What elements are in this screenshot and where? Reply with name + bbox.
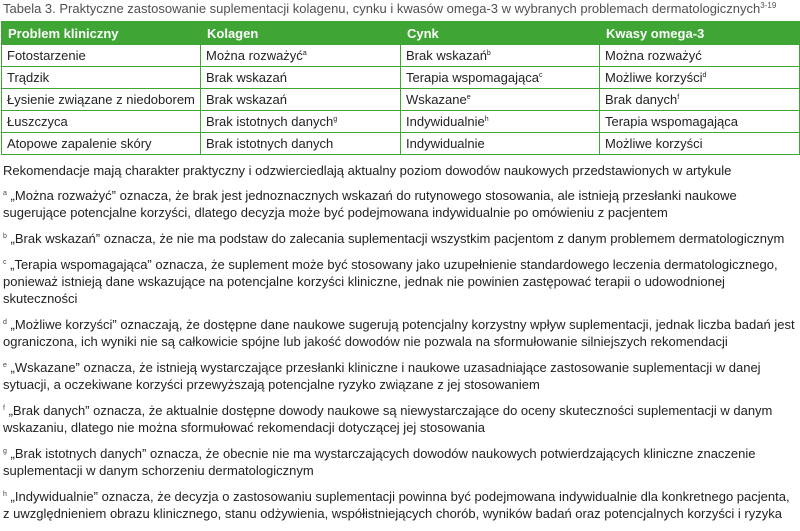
cell-text: Możliwe korzyści [605, 70, 703, 85]
footnote-text: „Brak danych” oznacza, że aktualnie dostępne dowody naukowe są niewystarczające do oceny skuteczności suplementacji w danym wskazaniu, dlatego nie można sformułować rekomendacji dotyczącej jej stosowania [3, 403, 773, 435]
table-body [2, 45, 800, 155]
footnote-mark: h [3, 491, 7, 498]
table-cell [401, 67, 600, 89]
table-header-row [2, 22, 800, 45]
table-cell [2, 89, 201, 111]
footnote-mark: d [3, 319, 7, 326]
table-cell [201, 89, 401, 111]
table-caption [3, 1, 798, 17]
footnote-marker: h [484, 116, 489, 123]
cell-text: Brak wskazań [406, 48, 487, 63]
footnote-marker: c [538, 72, 543, 79]
cell-text: Brak istotnych danych [206, 136, 334, 151]
cell-text: Indywidualnie [406, 136, 485, 151]
footnote-g [3, 445, 798, 479]
footnote-marker: a [302, 50, 307, 57]
footnote-text: „Możliwe korzyści” oznaczają, że dostępne dane naukowe sugerują potencjalny korzystny wpływ suplementacji, jednak liczba badań jest ograniczona, ich wyniki nie są całkowicie spójne lub jakość dowodów nie pozwala na sformułowanie silniejszych rekomendacji [3, 317, 795, 349]
footnote-text: „Brak istotnych danych” oznacza, że obecnie nie ma wystarczających dowodów naukowych potwierdzających kliniczne znaczenie suplementacji w danym schorzeniu dermatologicznym [3, 446, 756, 478]
table-cell [201, 133, 401, 155]
supplementation-table [1, 21, 800, 155]
footnotes [3, 162, 798, 531]
footnote-marker: f [677, 94, 680, 101]
footnote-a [3, 187, 798, 221]
footnote-mark: c [3, 259, 7, 266]
cell-text: Atopowe zapalenie skóry [7, 136, 152, 151]
footnote-text: „Brak wskazań” oznacza, że nie ma podstaw do zalecania suplementacji wszystkim pacjentom z danym problemem dermatologicznym [10, 231, 785, 246]
cell-text: Fotostarzenie [7, 48, 86, 63]
footnote-h [3, 488, 798, 522]
footnote-marker: e [466, 94, 471, 101]
cell-text: Terapia wspomagająca [605, 114, 738, 129]
header-omega3: Kwasy omega-3 [600, 22, 800, 45]
table-cell [401, 89, 600, 111]
cell-text: Można rozważyć [605, 48, 702, 63]
cell-text: Łuszczyca [7, 114, 68, 129]
footnote-list [3, 187, 798, 522]
table-row [2, 111, 800, 133]
header-problem: Problem kliniczny [2, 22, 201, 45]
header-cynk: Cynk [401, 22, 600, 45]
footnote-e [3, 359, 798, 393]
table-cell [600, 67, 800, 89]
cell-text: Łysienie związane z niedoborem [7, 92, 195, 107]
footnote-mark: g [3, 448, 7, 455]
footnote-mark: e [3, 362, 7, 369]
table-cell [201, 67, 401, 89]
footnote-marker: d [702, 72, 707, 79]
caption-text: Tabela 3. Praktyczne zastosowanie suplementacji kolagenu, cynku i kwasów omega-3 w wybranych problemach dermatologicznych [3, 1, 761, 16]
cell-text: Brak wskazań [206, 92, 287, 107]
cell-text: Brak wskazań [206, 70, 287, 85]
footnote-f [3, 402, 798, 436]
table-row [2, 133, 800, 155]
cell-text: Brak danych [605, 92, 678, 107]
footnote-text: „Indywidualnie” oznacza, że decyzja o zastosowaniu suplementacji powinna być podejmowana indywidualnie dla konkretnego pacjenta, z uwzględnieniem obrazu klinicznego, stanu odżywienia, współistniejących chorób, wyników badań oraz potencjalnych korzyści i ryzyka [3, 489, 790, 521]
footnote-mark: b [3, 233, 7, 240]
table-cell [2, 45, 201, 67]
cell-text: Indywidualnie [406, 114, 485, 129]
footnote-text: „Wskazane” oznacza, że istnieją wystarczające przesłanki kliniczne i naukowe uzasadniające zastosowanie suplementacji w danej sytuacji, a oczekiwane korzyści przewyższają potencjalne ryzyko związane z jej stosowaniem [3, 360, 761, 392]
table-cell [600, 89, 800, 111]
table-cell [2, 111, 201, 133]
cell-text: Możliwe korzyści [605, 136, 703, 151]
footnote-mark: f [3, 405, 5, 412]
table-row [2, 89, 800, 111]
table-cell [600, 45, 800, 67]
table-cell [2, 67, 201, 89]
table-cell [401, 133, 600, 155]
table-cell [401, 111, 600, 133]
cell-text: Brak istotnych danych [206, 114, 334, 129]
footnote-d [3, 316, 798, 350]
footnote-text: „Terapia wspomagająca” oznacza, że suplement może być stosowany jako uzupełnienie standardowego leczenia dermatologicznego, ponieważ istnieją dane wskazujące na potencjalne korzyści kliniczne, jednak nie powinien zastępować terapii o udowodnionej skuteczności [3, 257, 778, 306]
recommendation-note: Rekomendacje mają charakter praktyczny i odzwierciedlają aktualny poziom dowodów naukowych przedstawionych w artykule [3, 163, 732, 178]
table-cell [600, 111, 800, 133]
table-cell [401, 45, 600, 67]
footnote-mark: a [3, 190, 7, 197]
footnote-c [3, 256, 798, 307]
table-row [2, 67, 800, 89]
cell-text: Trądzik [7, 70, 50, 85]
cell-text: Wskazane [406, 92, 467, 107]
cell-text: Terapia wspomagająca [406, 70, 539, 85]
table-cell [600, 133, 800, 155]
footnote-text: „Można rozważyć” oznacza, że brak jest jednoznacznych wskazań do rutynowego stosowania, ale istnieją przesłanki naukowe sugerujące potencjalne korzyści, dlatego decyzja może być podejmowana indywidualnie po omówieniu z pacjentem [3, 188, 737, 220]
footnote-b [3, 230, 798, 247]
cell-text: Można rozważyć [206, 48, 303, 63]
footnote-marker: g [333, 116, 338, 123]
footnote-marker: b [486, 50, 491, 57]
table-cell [2, 133, 201, 155]
table-row [2, 45, 800, 67]
header-kolagen: Kolagen [201, 22, 401, 45]
table-cell [201, 111, 401, 133]
caption-reference: 3-19 [760, 1, 777, 10]
table-cell [201, 45, 401, 67]
